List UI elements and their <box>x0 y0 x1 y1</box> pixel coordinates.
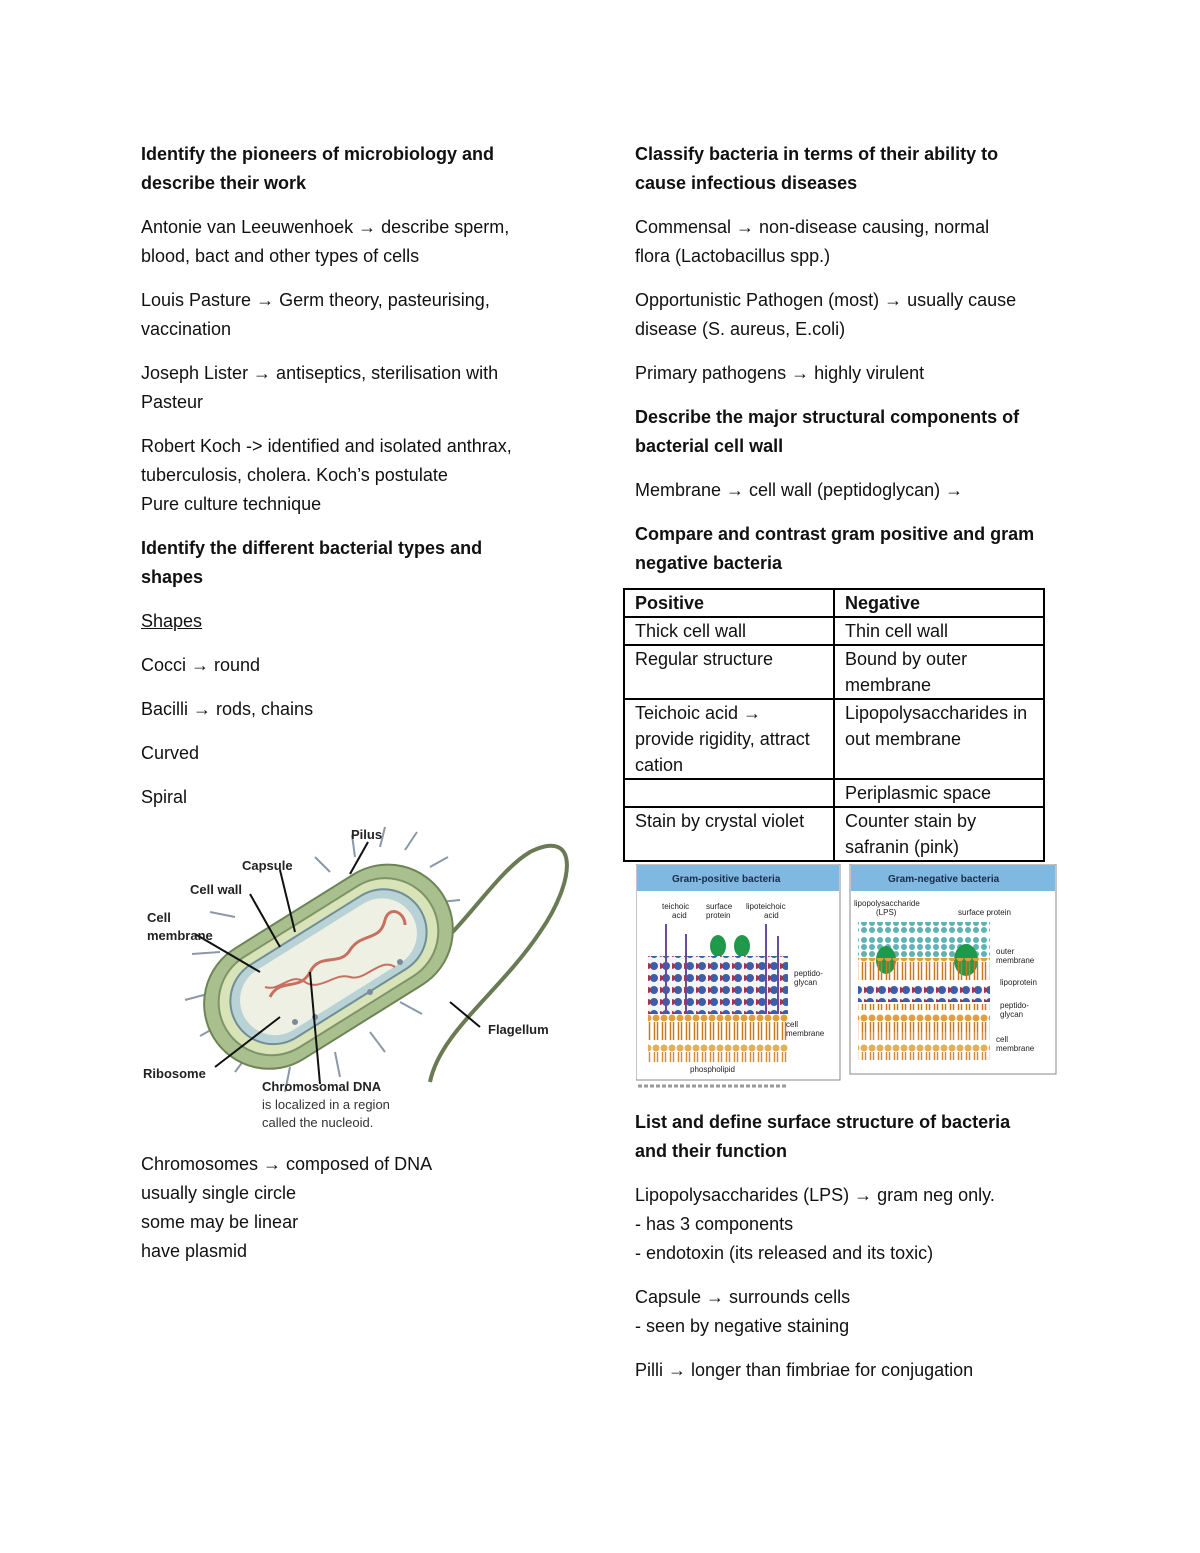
svg-text:acid: acid <box>672 911 687 920</box>
chromosomes-paragraph: Chromosomes → composed of DNA usually single circle some may be linear have plasmid <box>141 1154 433 1261</box>
table-header-cell: Negative <box>834 589 1044 617</box>
chromosomal-dna-label: Chromosomal DNA <box>262 1079 382 1094</box>
gram-compare-heading: Compare and contrast gram positive and gram negative bacteria <box>635 524 1035 573</box>
svg-text:protein: protein <box>706 911 731 920</box>
shape-spiral: Spiral <box>141 787 188 807</box>
opportunistic-paragraph: Opportunistic Pathogen (most) → usually cause disease (S. aureus, E.coli) <box>635 290 1017 339</box>
membrane-paragraph: Membrane → cell wall (peptidoglycan) → <box>635 480 964 500</box>
table-row <box>624 645 1044 699</box>
svg-text:(LPS): (LPS) <box>876 908 897 917</box>
table-cell: Bound by outer membrane <box>834 645 1044 699</box>
table-cell: Regular structure <box>624 645 834 699</box>
lister-paragraph: Joseph Lister → antiseptics, sterilisation with Pasteur <box>141 363 499 412</box>
table-row <box>624 699 1044 779</box>
shapes-label: Shapes <box>141 611 203 631</box>
cell-wall-heading: Describe the major structural components of bacterial cell wall <box>635 407 1020 456</box>
gram-negative-panel <box>850 864 1056 1074</box>
shape-cocci: Cocci → round <box>141 655 261 675</box>
commensal-paragraph: Commensal → non-disease causing, normal flora (Lactobacillus spp.) <box>635 217 990 266</box>
primary-pathogens-paragraph: Primary pathogens → highly virulent <box>635 363 925 383</box>
capsule-label: Capsule <box>242 858 293 873</box>
ribosome-label: Ribosome <box>143 1066 206 1081</box>
table-header-cell: Positive <box>624 589 834 617</box>
table-cell: Lipopolysaccharides in out membrane <box>834 699 1044 779</box>
pilus-label: Pilus <box>351 827 383 842</box>
chromosomal-dna-desc-1: is localized in a region <box>262 1097 390 1112</box>
svg-text:glycan: glycan <box>794 978 818 987</box>
svg-text:lipoprotein: lipoprotein <box>1000 978 1037 987</box>
shape-bacilli: Bacilli → rods, chains <box>141 699 314 719</box>
gram-negative-title: Gram-negative bacteria <box>888 874 1000 885</box>
svg-text:teichoic: teichoic <box>662 902 690 911</box>
bacterium-diagram <box>140 822 570 1142</box>
svg-text:phospholipid: phospholipid <box>690 1065 735 1074</box>
left-column <box>141 140 561 827</box>
svg-text:peptido-: peptido- <box>1000 1001 1029 1010</box>
svg-text:outer: outer <box>996 947 1015 956</box>
gram-comparison-table <box>623 588 1045 862</box>
svg-text:acid: acid <box>764 911 779 920</box>
cell-membrane-label-1: Cell <box>147 910 171 925</box>
leeuwenhoek-paragraph: Antonie van Leeuwenhoek → describe sperm, blood, bact and other types of cells <box>141 217 510 266</box>
table-cell: Thick cell wall <box>624 617 834 645</box>
table-row <box>624 807 1044 861</box>
svg-text:cell: cell <box>996 1035 1009 1044</box>
table-cell <box>624 779 834 807</box>
pilli-paragraph: Pilli → longer than fimbriae for conjugation <box>635 1360 974 1380</box>
svg-text:surface protein: surface protein <box>958 908 1011 917</box>
capsule-paragraph: Capsule → surrounds cells - seen by negative staining <box>635 1287 851 1336</box>
cell-membrane-label-2: membrane <box>147 928 213 943</box>
pioneers-heading: Identify the pioneers of microbiology and describe their work <box>141 144 495 193</box>
gram-positive-title: Gram-positive bacteria <box>672 874 781 885</box>
koch-paragraph: Robert Koch -> identified and isolated anthrax, tuberculosis, cholera. Koch’s postulate Pure culture technique <box>141 436 512 514</box>
table-cell: Counter stain by safranin (pink) <box>834 807 1044 861</box>
svg-text:lipoteichoic: lipoteichoic <box>746 902 786 911</box>
cell-wall-label: Cell wall <box>190 882 243 897</box>
table-header-row <box>624 589 1044 617</box>
classify-heading: Classify bacteria in terms of their ability to cause infectious diseases <box>635 144 999 193</box>
svg-text:membrane: membrane <box>996 1044 1035 1053</box>
gram-wall-diagram <box>636 864 1060 1090</box>
svg-text:lipopolysaccharide: lipopolysaccharide <box>854 899 920 908</box>
right-column <box>635 140 1055 866</box>
svg-text:peptido-: peptido- <box>794 969 823 978</box>
chromosomal-dna-desc-2: called the nucleoid. <box>262 1115 374 1130</box>
table-cell: Teichoic acid → provide rigidity, attract cation <box>624 699 834 779</box>
svg-text:membrane: membrane <box>786 1029 825 1038</box>
bacterial-types-heading: Identify the different bacterial types and shapes <box>141 538 483 587</box>
table-cell: Thin cell wall <box>834 617 1044 645</box>
gram-positive-panel <box>636 864 840 1080</box>
table-cell: Stain by crystal violet <box>624 807 834 861</box>
svg-text:surface: surface <box>706 902 733 911</box>
table-cell: Periplasmic space <box>834 779 1044 807</box>
svg-text:membrane: membrane <box>996 956 1035 965</box>
lps-paragraph: Lipopolysaccharides (LPS) → gram neg only. - has 3 components - endotoxin (its released and its toxic) <box>635 1185 995 1263</box>
surface-structure-heading: List and define surface structure of bacteria and their function <box>635 1112 1011 1161</box>
right-column-lower <box>635 1108 1055 1400</box>
pasteur-paragraph: Louis Pasture → Germ theory, pasteurising, vaccination <box>141 290 490 339</box>
table-row <box>624 617 1044 645</box>
table-row <box>624 779 1044 807</box>
shape-curved: Curved <box>141 743 200 763</box>
flagellum-label: Flagellum <box>488 1022 549 1037</box>
svg-text:cell: cell <box>786 1020 799 1029</box>
svg-text:glycan: glycan <box>1000 1010 1024 1019</box>
